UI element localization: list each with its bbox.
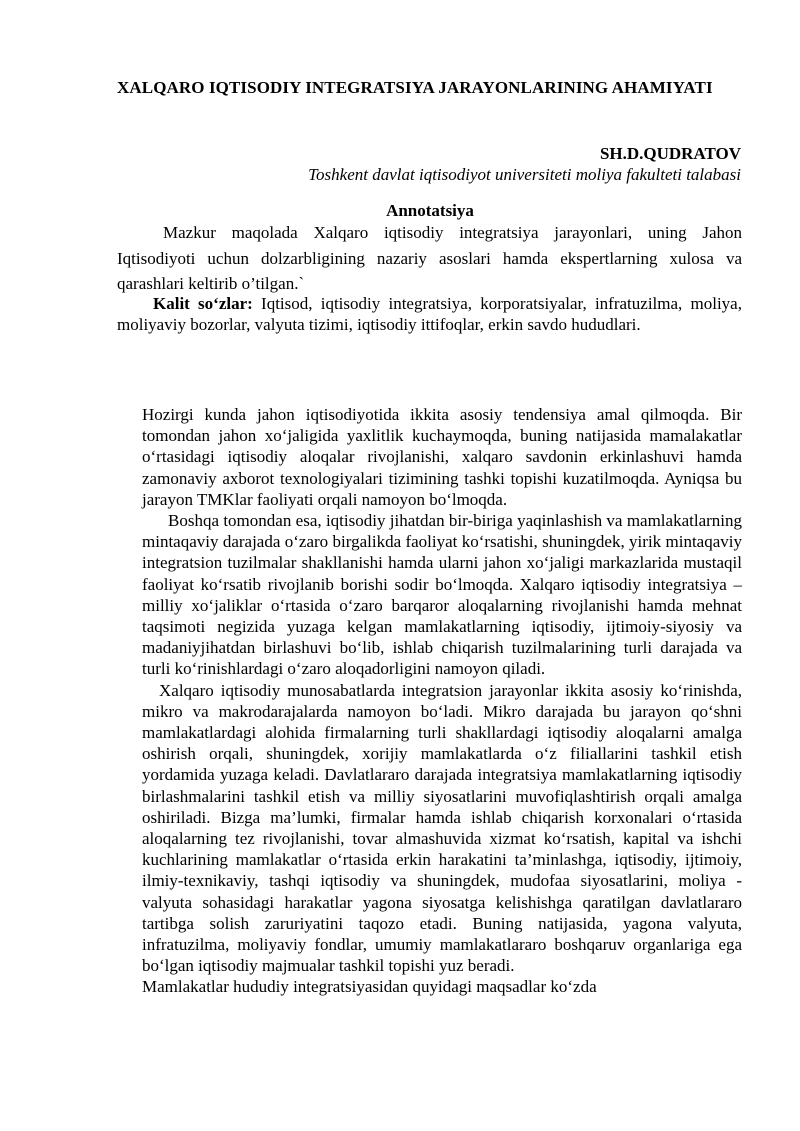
body-paragraph-4: Mamlakatlar hududiy integratsiyasidan quyidagi maqsadlar ko‘zda xyxy=(142,977,597,997)
body-paragraph-3: Xalqaro iqtisodiy munosabatlarda integratsion jarayonlar ikkita asosiy ko‘rinishda, mikro va makrodarajalarda namoyon bo‘ladi. Mikro darajada bu jarayon qo‘shni mamlakatlardagi alohida firmalarning turli shakllardagi iqtisodiy aloqalarni amalga oshirish orqali, shuningdek, xorijiy mamlakatlarda o‘z filiallarini tashkil etish yordamida yuzaga keladi. Davlatlararo darajada integratsiya mamlakatlarning iqtisodiy birlashmalarini tashkil etish va milliy siyosatlarini muvofiqlashtirish orqali amalga oshiriladi. Bizga ma’lumki, firmalar hamda ishlab chiqarish korxonalari o‘rtasida aloqalarning tez rivojlanishi, tovar almashuvida xizmat ko‘rsatish, kapital va ishchi kuchlarining mamlakatlar o‘rtasida erkin harakatini ta’minlashga, iqtisodiy, ijtimoiy, ilmiy-texnikaviy, tashqi iqtisodiy va shuningdek, mudofaa siyosatlarini, moliya - valyuta sohasidagi harakatlar yagona siyosatga kelishishga qaratilgan davlatlararo tartibga solish zaruriyatini taqozo etadi. Buning natijasida, yagona valyuta, infratuzilma, moliyaviy fondlar, umumiy mamlakatlararo boshqaruv organlariga ega bo‘lgan iqtisodiy majmualar tashkil topishi yuz beradi. xyxy=(142,680,742,976)
body-paragraph-1: Hozirgi kunda jahon iqtisodiyotida ikkita asosiy tendensiya amal qilmoqda. Bir tomondan jahon xo‘jaligida yaxlitlik kuchaymoqda, buning natijasida mamalakatlar o‘rtasidagi iqtisodiy aloqalar rivojlanishi, xalqaro savdonin erkinlashuvi hamda zamonaviy axborot texnologiyalari tizimining tashki topishi kuzatilmoqda. Ayniqsa bu jarayon TMKlar faoliyati orqali namoyon bo‘lmoqda. xyxy=(142,405,742,509)
keywords-text: Iqtisod, iqtisodiy integratsiya, korporatsiyalar, infratuzilma, moliya, moliyaviy bozorlar, valyuta tizimi, iqtisodiy ittifoqlar, erkin savdo hududlari. xyxy=(117,294,742,334)
keywords-paragraph xyxy=(117,293,742,335)
annotation-text: Mazkur maqolada Xalqaro iqtisodiy integratsiya jarayonlari, uning Jahon Iqtisodiyoti uchun dolzarbligining nazariy asoslari hamda ekspertlarning xulosa va qarashlari keltirib o’tilgan.` xyxy=(117,223,742,293)
body-paragraph-2: Boshqa tomondan esa, iqtisodiy jihatdan bir-biriga yaqinlashish va mamlakatlarning mintaqaviy darajada o‘zaro birgalikda faoliyat ko‘rsatishi, shuningdek, yirik mintaqaviy integratsion tuzilmalar shakllanishi hamda ularni jahon xo‘jaligi markazlarida mustaqil faoliyat ko‘rsatib rivojlanib borishi sodir bo‘lmoqda. Xalqaro iqtisodiy integratsiya – milliy xo‘jaliklar o‘rtasida o‘zaro barqaror aloqalarning rivojlanishi hamda mehnat taqsimoti negizida yuzaga kelgan mamlakatlarning iqtisodiy, ijtimoiy-siyosiy va madaniyjihatdan birlashuvi bo‘lib, ishlab chiqarish tuzilmalarining turli darajada va turli ko‘rinishlardagi o‘zaro aloqadorligini namoyon qiladi. xyxy=(142,511,742,679)
annotation-heading: Annotatsiya xyxy=(386,201,474,220)
article-body xyxy=(142,404,742,998)
keywords-label: Kalit so‘zlar: xyxy=(153,294,253,313)
article-title: XALQARO IQTISODIY INTEGRATSIYA JARAYONLARINING AHAMIYATI xyxy=(117,78,713,97)
author-affiliation: Toshkent davlat iqtisodiyot universiteti moliya fakulteti talabasi xyxy=(308,165,741,184)
author-name: SH.D.QUDRATOV xyxy=(599,144,741,163)
